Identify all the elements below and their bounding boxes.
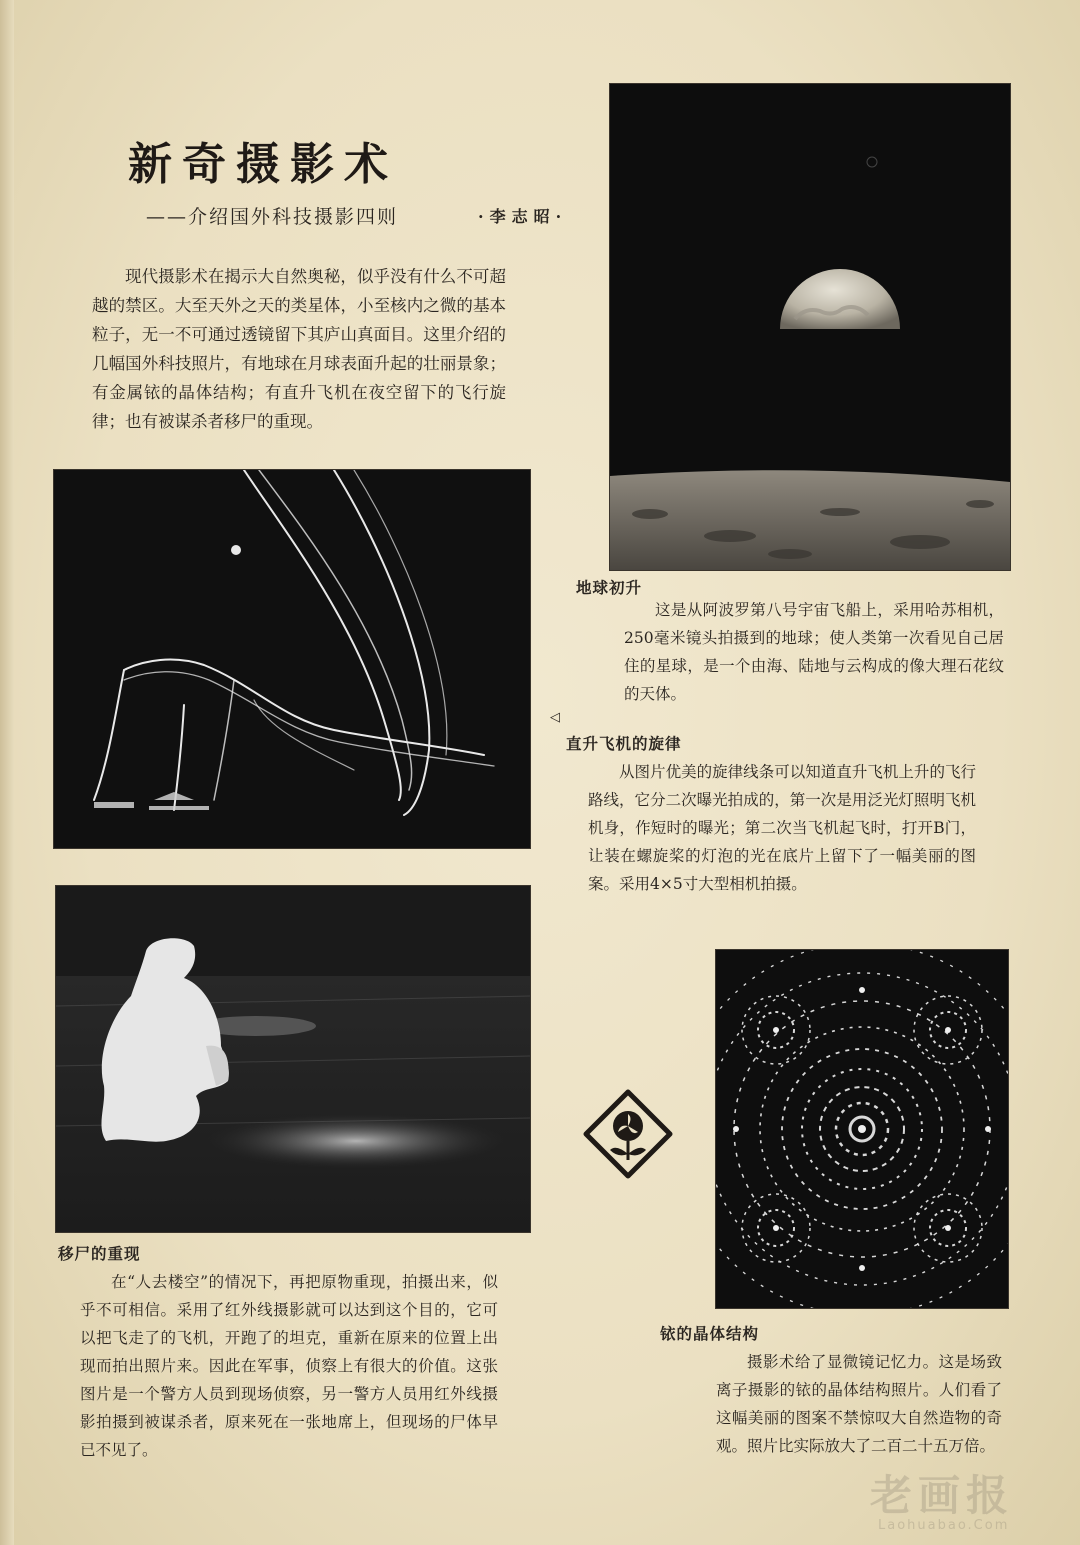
helicopter-photo [54, 470, 530, 848]
iridium-caption-title: 铱的晶体结构 [660, 1324, 760, 1343]
publisher-emblem-icon [582, 1088, 674, 1180]
iridium-caption-body: 摄影术给了显微镜记忆力。这是场致离子摄影的铱的晶体结构照片。人们看了这幅美丽的图案不禁惊叹大自然造物的奇观。照片比实际放大了二百二十五万倍。 [716, 1353, 1002, 1455]
article-subtitle: ——介绍国外科技摄影四则 [146, 206, 399, 228]
helicopter-caption-body: 从图片优美的旋律线条可以知道直升飞机上升的飞行路线，它分二次曝光拍成的，第一次是用泛光灯照明飞机机身，作短时的曝光；第二次当飞机起飞时，打开B门，让装在螺旋桨的灯泡的光在底片上留下了一幅美丽的图案。采用4×5寸大型相机拍摄。 [588, 763, 976, 893]
page-spine-edge [0, 0, 14, 1545]
corpse-caption-body: 在“人去楼空”的情况下，再把原物重现，拍摄出来，似乎不可相信。采用了红外线摄影就可以达到这个目的，它可以把飞走了的飞机，开跑了的坦克，重新在原来的位置上出现而拍出照片来。因此在军事，侦察上有很大的价值。这张图片是一个警方人员到现场侦察，另一警方人员用红外线摄影拍摄到被谋杀者，原来死在一张地席上，但现场的尸体早已不见了。 [80, 1273, 498, 1459]
watermark-url: Laohuabao.Com [878, 1518, 1010, 1533]
site-watermark [870, 1471, 1070, 1540]
earthrise-photo [610, 84, 1010, 570]
article-intro: 现代摄影术在揭示大自然奥秘，似乎没有什么不可超越的禁区。大至天外之天的类星体，小至核内之微的基本粒子，无一不可通过透镜留下其庐山真面目。这里介绍的几幅国外科技照片，有地球在月球表面升起的壮丽景象；有金属铱的晶体结构；有直升飞机在夜空留下的飞行旋律；也有被谋杀者移尸的重现。 [92, 267, 506, 431]
article-title: 新奇摄影术 [128, 139, 398, 190]
iridium-crystal-photo [716, 950, 1008, 1308]
caption-arrow-icon: ◁ [550, 710, 560, 725]
infrared-corpse-photo [56, 886, 530, 1232]
corpse-caption-title: 移尸的重现 [58, 1244, 141, 1263]
earthrise-caption-body: 这是从阿波罗第八号宇宙飞船上，采用哈苏相机，250毫米镜头拍摄到的地球；使人类第一次看见自己居住的星球，是一个由海、陆地与云构成的像大理石花纹的天体。 [624, 601, 1004, 703]
watermark-main: 老画报 [870, 1471, 1015, 1520]
earthrise-caption-title: 地球初升 [576, 578, 643, 597]
article-author: ·李志昭· [478, 207, 568, 226]
helicopter-caption-title: 直升飞机的旋律 [566, 734, 682, 753]
